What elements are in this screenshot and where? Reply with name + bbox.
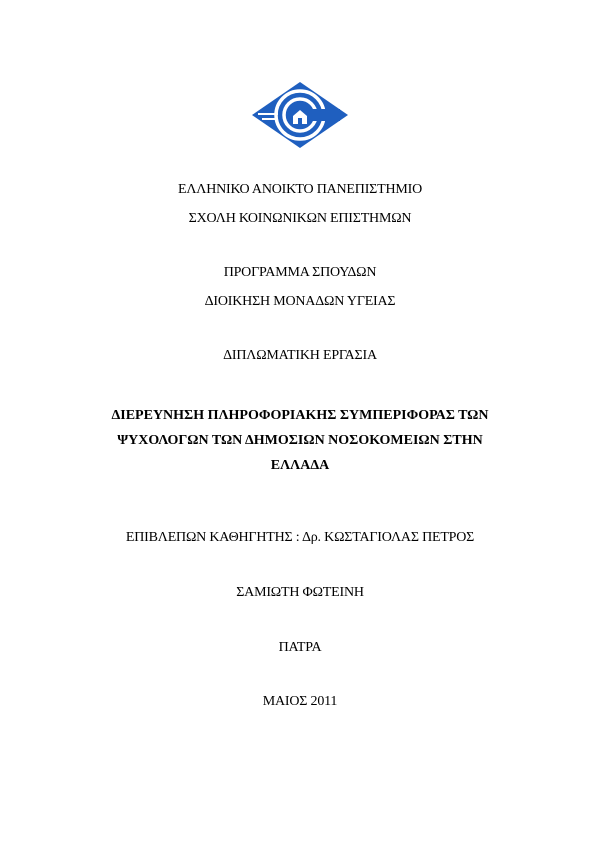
city: ΠΑΤΡΑ (278, 640, 322, 655)
thesis-title (90, 403, 510, 478)
university-logo-icon (250, 80, 350, 150)
program-label: ΠΡΟΓΡΑΜΜΑ ΣΠΟΥΔΩΝ (223, 265, 377, 280)
university-name: ΕΛΛΗΝΙΚΟ ΑΝΟΙΚΤΟ ΠΑΝΕΠΙΣΤΗΜΙΟ (177, 182, 422, 197)
document-type: ΔΙΠΛΩΜΑΤΙΚΗ ΕΡΓΑΣΙΑ (223, 348, 377, 363)
thesis-title-line: ΔΙΕΡΕΥΝΗΣΗ ΠΛΗΡΟΦΟΡΙΑΚΗΣ ΣΥΜΠΕΡΙΦΟΡΑΣ ΤΩΝ (111, 408, 489, 423)
thesis-title-line: ΨΥΧΟΛΟΓΩΝ ΤΩΝ ΔΗΜΟΣΙΩΝ ΝΟΣΟΚΟΜΕΙΩΝ ΣΤΗΝ (117, 433, 483, 448)
school-name: ΣΧΟΛΗ ΚΟΙΝΩΝΙΚΩΝ ΕΠΙΣΤΗΜΩΝ (188, 211, 412, 226)
supervisor: ΕΠΙΒΛΕΠΩΝ ΚΑΘΗΓΗΤΗΣ : Δρ. ΚΩΣΤΑΓΙΟΛΑΣ ΠΕΤΡΟΣ (125, 530, 475, 545)
date: ΜΑΙΟΣ 2011 (262, 694, 338, 709)
thesis-title-line: ΕΛΛΑΔΑ (270, 458, 330, 473)
program-name: ΔΙΟΙΚΗΣΗ ΜΟΝΑΔΩΝ ΥΓΕΙΑΣ (204, 294, 396, 309)
author-name: ΣΑΜΙΩΤΗ ΦΩΤΕΙΝΗ (236, 585, 364, 600)
